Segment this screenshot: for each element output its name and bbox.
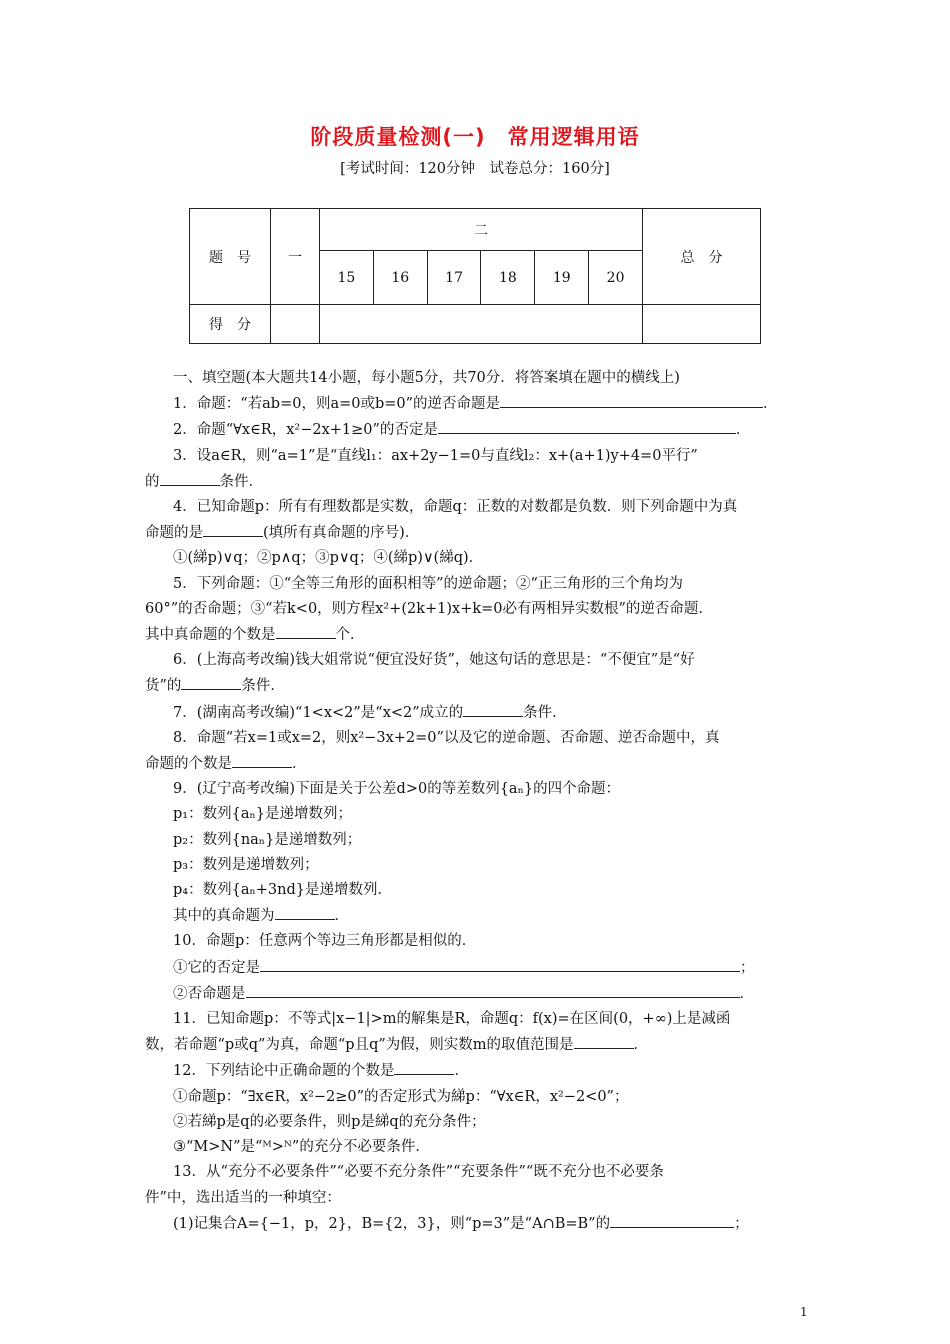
proposition-p1: p₁：数列{aₙ}是递增数列； [173, 806, 352, 823]
question-8: 8．命题“若x=1或x=2，则x²−3x+2=0”以及它的逆命题、否命题、逆否命题中，真 [173, 729, 720, 746]
section-one-header: 一 [271, 209, 320, 305]
answer-blank-1[interactable] [500, 391, 763, 408]
question-number-header: 题 号 [190, 209, 271, 305]
question-12: 12．下列结论中正确命题的个数是 ． [145, 1058, 808, 1084]
answer-blank-2[interactable] [438, 417, 736, 434]
answer-blank-4[interactable] [203, 520, 263, 537]
answer-blank-3[interactable] [160, 469, 220, 486]
score-cell-section-two [320, 305, 643, 344]
question-9: 9．(辽宁高考改编)下面是关于公差d>0的等差数列{aₙ}的四个命题： [173, 781, 621, 798]
answer-blank-6[interactable] [181, 673, 241, 690]
answer-blank-9[interactable] [275, 903, 335, 920]
question-2: 2．命题“∀x∈R，x²−2x+1≥0”的否定是 ． [145, 417, 808, 443]
answer-blank-10a[interactable] [260, 955, 740, 972]
answer-blank-12[interactable] [394, 1058, 454, 1075]
question-8-cont: 命题的个数是 ． [145, 751, 808, 777]
document-title: 阶段质量检测(一) 常用逻辑用语 [310, 125, 640, 149]
question-11-cont: 数，若命题“p或q”为真，命题“p且q”为假，则实数m的取值范围是 ． [145, 1032, 808, 1058]
question-13: 13．从“充分不必要条件”“必要不充分条件”“充要条件”“既不充分也不必要条 [173, 1164, 664, 1181]
exam-info: [考试时间：120分钟 试卷总分：160分] [340, 161, 610, 177]
question-13-line2: 件”中，选出适当的一种填空： [145, 1189, 341, 1206]
question-col-16: 16 [373, 251, 427, 305]
question-list [145, 366, 808, 1237]
question-10-b: ②否命题是 ． [145, 981, 808, 1007]
question-6-cont: 货”的 条件． [145, 673, 808, 699]
question-4-cont: 命题的是 (填所有真命题的序号)． [145, 520, 808, 546]
proposition-p3: p₃：数列是递增数列； [173, 856, 319, 873]
question-7: 7．(湖南高考改编)“1<x<2”是“x<2”成立的 条件． [145, 700, 808, 726]
score-row-label: 得 分 [190, 305, 271, 344]
score-table [189, 208, 761, 344]
answer-blank-7[interactable] [463, 700, 523, 717]
answer-blank-8[interactable] [232, 751, 292, 768]
total-header: 总 分 [643, 209, 761, 305]
question-4-options: ①(綈p)∨q；②p∧q；③p∨q；④(綈p)∨(綈q)． [173, 550, 484, 567]
question-3-cont: 的 条件． [145, 469, 808, 495]
proposition-p2: p₂：数列{naₙ}是递增数列； [173, 831, 362, 848]
answer-blank-11[interactable] [574, 1032, 634, 1049]
question-10: 10．命题p：任意两个等边三角形都是相似的． [173, 933, 477, 950]
answer-blank-5[interactable] [276, 622, 336, 639]
section-heading: 一、填空题(本大题共14小题，每小题5分，共70分．将答案填在题中的横线上) [173, 370, 680, 386]
question-3: 3．设a∈R，则“a=1”是“直线l₁：ax+2y−1=0与直线l₂：x+(a+1)y+4=0平行” [173, 447, 698, 464]
question-col-20: 20 [589, 251, 643, 305]
question-11: 11．已知命题p：不等式|x−1|>m的解集是R，命题q：f(x)=在区间(0，+∞)上是减函 [173, 1011, 731, 1028]
answer-blank-10b[interactable] [246, 981, 740, 998]
question-10-a: ①它的否定是 ； [145, 955, 808, 981]
question-col-19: 19 [535, 251, 589, 305]
question-5-cont: 其中真命题的个数是 个． [145, 622, 808, 648]
question-9-answer: 其中的真命题为 ． [145, 903, 808, 929]
question-col-15: 15 [320, 251, 374, 305]
question-1: 1．命题：“若ab=0，则a=0或b=0”的逆否命题是 ． [145, 391, 808, 417]
page-number: 1 [800, 1305, 808, 1319]
question-13-part-1: (1)记集合A={−1，p，2}，B={2，3}，则“p=3”是“A∩B=B”的 ； [145, 1211, 808, 1237]
question-col-17: 17 [427, 251, 481, 305]
proposition-p4: p₄：数列{aₙ+3nd}是递增数列． [173, 882, 392, 899]
question-5: 5．下列命题：①“全等三角形的面积相等”的逆命题；②“正三角形的三个角均为 [173, 575, 683, 592]
section-two-header: 二 [320, 209, 643, 251]
question-12-option-3: ③“M>N”是“ᴹ>ᴺ”的充分不必要条件． [173, 1139, 430, 1156]
question-12-option-1: ①命题p：“∃x∈R，x²−2≥0”的否定形式为綈p：“∀x∈R，x²−2<0”； [173, 1088, 629, 1105]
score-cell-section-one [271, 305, 320, 344]
answer-blank-13-1[interactable] [610, 1211, 734, 1228]
question-col-18: 18 [481, 251, 535, 305]
question-6: 6．(上海高考改编)钱大姐常说“便宜没好货”，她这句话的意思是：“不便宜”是“好 [173, 652, 695, 669]
question-5-line2: 60°”的否命题；③“若k<0，则方程x²+(2k+1)x+k=0必有两相异实数根”的逆否命题． [145, 600, 713, 617]
question-12-option-2: ②若綈p是q的必要条件，则p是綈q的充分条件； [173, 1113, 486, 1130]
score-cell-total [643, 305, 761, 344]
question-4: 4．已知命题p：所有有理数都是实数，命题q：正数的对数都是负数．则下列命题中为真 [173, 499, 738, 516]
